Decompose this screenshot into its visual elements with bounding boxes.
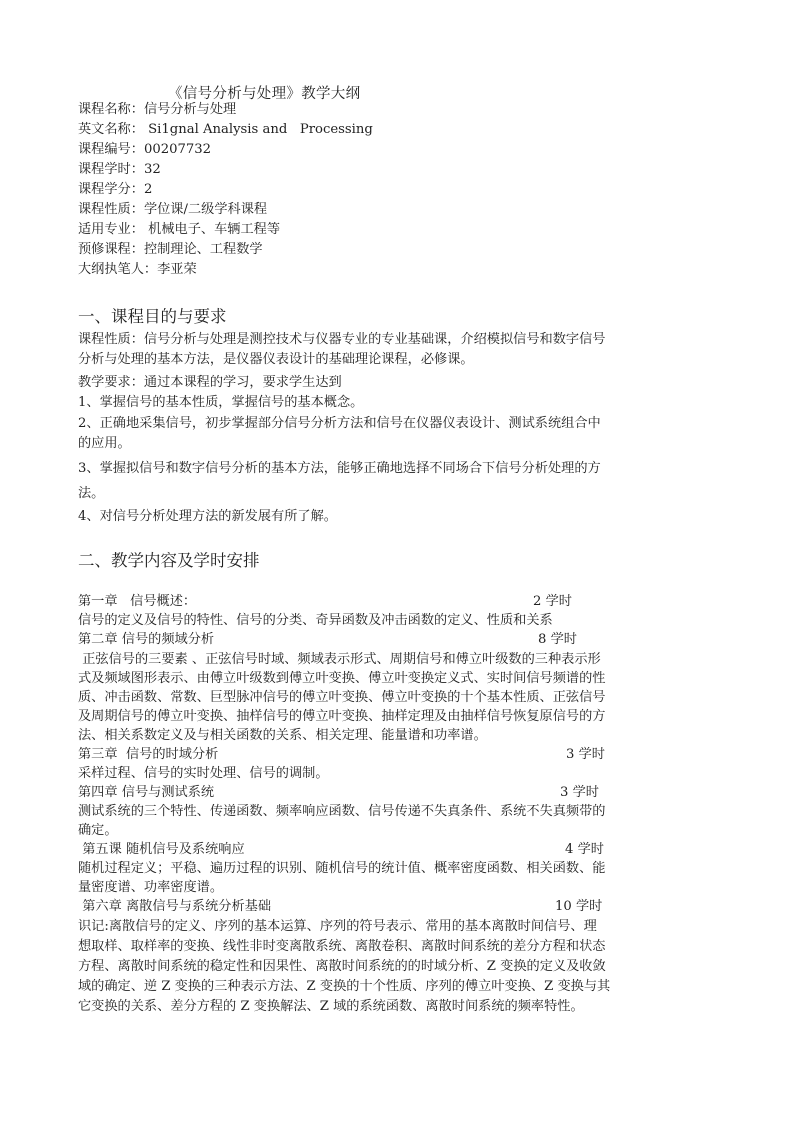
- info-label: 课程名称：: [78, 102, 144, 117]
- chapter-hours: 10 学时: [555, 899, 603, 914]
- chapter-content-line: 测试系统的三个特性、传递函数、频率响应函数、信号传递不失真条件、系统不失真频带的: [78, 804, 606, 819]
- info-label: 课程学分：: [78, 182, 144, 197]
- info-prerequisites: [78, 240, 263, 259]
- chapter-title: 第四章 信号与测试系统: [78, 785, 215, 800]
- chapter-title: 第三章 信号的时域分析: [78, 747, 219, 762]
- chapter-content-line: 方程、离散时间系统的稳定性和因果性、离散时间系统的的时域分析、Z 变换的定义及收敛: [78, 959, 606, 974]
- chapter-header: [78, 840, 720, 859]
- info-course-name: [78, 100, 236, 119]
- requirement-item-cont: 的应用。: [78, 436, 131, 451]
- chapter-hours: 3 学时: [566, 747, 605, 762]
- info-value: 32: [143, 162, 161, 177]
- chapter-hours: 8 学时: [538, 632, 577, 647]
- chapter-header: [78, 745, 720, 764]
- chapter-header: [78, 630, 720, 649]
- requirement-item: 3、掌握拟信号和数字信号分析的基本方法，能够正确地选择不同场合下信号分析处理的方: [78, 461, 601, 476]
- section-heading-objectives: 一、课程目的与要求: [78, 307, 227, 326]
- chapter-hours: 4 学时: [565, 842, 604, 857]
- info-course-credits: [78, 180, 152, 199]
- info-value: 信号分析与处理: [143, 102, 237, 117]
- info-course-code: [78, 140, 211, 159]
- chapter-content-line: 式及频域图形表示、由傅立叶级数到傅立叶变换、傅立叶变换定义式、实时间信号频谱的性: [78, 671, 606, 686]
- chapter-hours: 3 学时: [560, 785, 599, 800]
- info-label: 适用专业：: [78, 222, 144, 237]
- info-value: 学位课/二级学科课程: [143, 202, 268, 217]
- course-nature-line: 课程性质：信号分析与处理是测控技术与仪器专业的专业基础课，介绍模拟信号和数字信号: [78, 332, 606, 347]
- chapter-header: [78, 783, 720, 802]
- document-title: 《信号分析与处理》教学大纲: [168, 86, 361, 102]
- chapter-header: [78, 897, 720, 916]
- chapter-content-line: 想取样、取样率的变换、线性非时变离散系统、离散卷积、离散时间系统的差分方程和状态: [78, 939, 606, 954]
- info-value: 控制理论、工程数学: [143, 242, 263, 257]
- info-label: 课程编号：: [78, 142, 144, 157]
- chapter-content-line: 质、冲击函数、常数、巨型脉冲信号的傅立叶变换、傅立叶变换的十个基本性质、正弦信号: [78, 690, 606, 705]
- info-course-nature: [78, 200, 267, 219]
- chapter-content-line: 及周期信号的傅立叶变换、抽样信号的傅立叶变换、抽样定理及由抽样信号恢复原信号的方: [78, 709, 606, 724]
- info-applicable-majors: [78, 220, 280, 239]
- requirement-item: 4、对信号分析处理方法的新发展有所了解。: [78, 509, 337, 524]
- course-nature-line: 分析与处理的基本方法，是仪器仪表设计的基础理论课程，必修课。: [78, 352, 474, 367]
- chapter-content-line: 域的确定、逆 Z 变换的三种表示方法、Z 变换的十个性质、序列的傅立叶变换、Z 变换与其: [78, 979, 611, 994]
- info-value: Si1gnal Analysis and Processing: [143, 122, 373, 137]
- info-label: 课程学时：: [78, 162, 144, 177]
- chapter-title: 第二章 信号的频域分析: [78, 632, 215, 647]
- info-value: 李亚荣: [157, 262, 197, 277]
- chapter-content-line: 随机过程定义；平稳、遍历过程的识别、随机信号的统计值、概率密度函数、相关函数、能: [78, 861, 606, 876]
- chapter-title: 第六章 离散信号与系统分析基础: [78, 899, 272, 914]
- info-label: 英文名称：: [78, 122, 144, 137]
- chapter-content-line: 法、相关系数定义及与相关函数的关系、相关定理、能量谱和功率谱。: [78, 728, 487, 743]
- chapter-title: 第五课 随机信号及系统响应: [78, 842, 245, 857]
- info-course-hours: [78, 160, 161, 179]
- requirement-item: 1、掌握信号的基本性质，掌握信号的基本概念。: [78, 395, 364, 410]
- requirement-intro: 教学要求：通过本课程的学习，要求学生达到: [78, 375, 342, 390]
- chapter-header: [78, 592, 720, 611]
- info-value: 2: [143, 182, 153, 197]
- chapter-content-line: 识记:离散信号的定义、序列的基本运算、序列的符号表示、常用的基本离散时间信号、理: [78, 919, 597, 934]
- info-label: 大纲执笔人：: [78, 262, 158, 277]
- chapter-content-line: 采样过程、信号的实时处理、信号的调制。: [78, 766, 329, 781]
- info-value: 机械电子、车辆工程等: [143, 222, 281, 237]
- chapter-content-line: 它变换的关系、差分方程的 Z 变换解法、Z 域的系统函数、离散时间系统的频率特性。: [78, 999, 584, 1014]
- info-label: 预修课程：: [78, 242, 144, 257]
- requirement-item-cont: 法。: [78, 486, 105, 501]
- chapter-title: 第一章 信号概述：: [78, 594, 197, 609]
- chapter-content-line: 量密度谱、功率密度谱。: [78, 880, 224, 895]
- info-english-name: [78, 120, 373, 139]
- requirement-item: 2、正确地采集信号，初步掌握部分信号分析方法和信号在仪器仪表设计、测试系统组合中: [78, 416, 601, 431]
- section-heading-content: 二、教学内容及学时安排: [78, 551, 260, 570]
- chapter-content-line: 确定。: [78, 823, 118, 838]
- info-value: 00207732: [143, 142, 212, 157]
- info-author: [78, 260, 197, 279]
- info-label: 课程性质：: [78, 202, 144, 217]
- chapter-content-line: 正弦信号的三要素 、正弦信号时域、频域表示形式、周期信号和傅立叶级数的三种表示形: [78, 652, 601, 667]
- chapter-content-line: 信号的定义及信号的特性、信号的分类、奇异函数及冲击函数的定义、性质和关系: [78, 613, 553, 628]
- chapter-hours: 2 学时: [533, 594, 572, 609]
